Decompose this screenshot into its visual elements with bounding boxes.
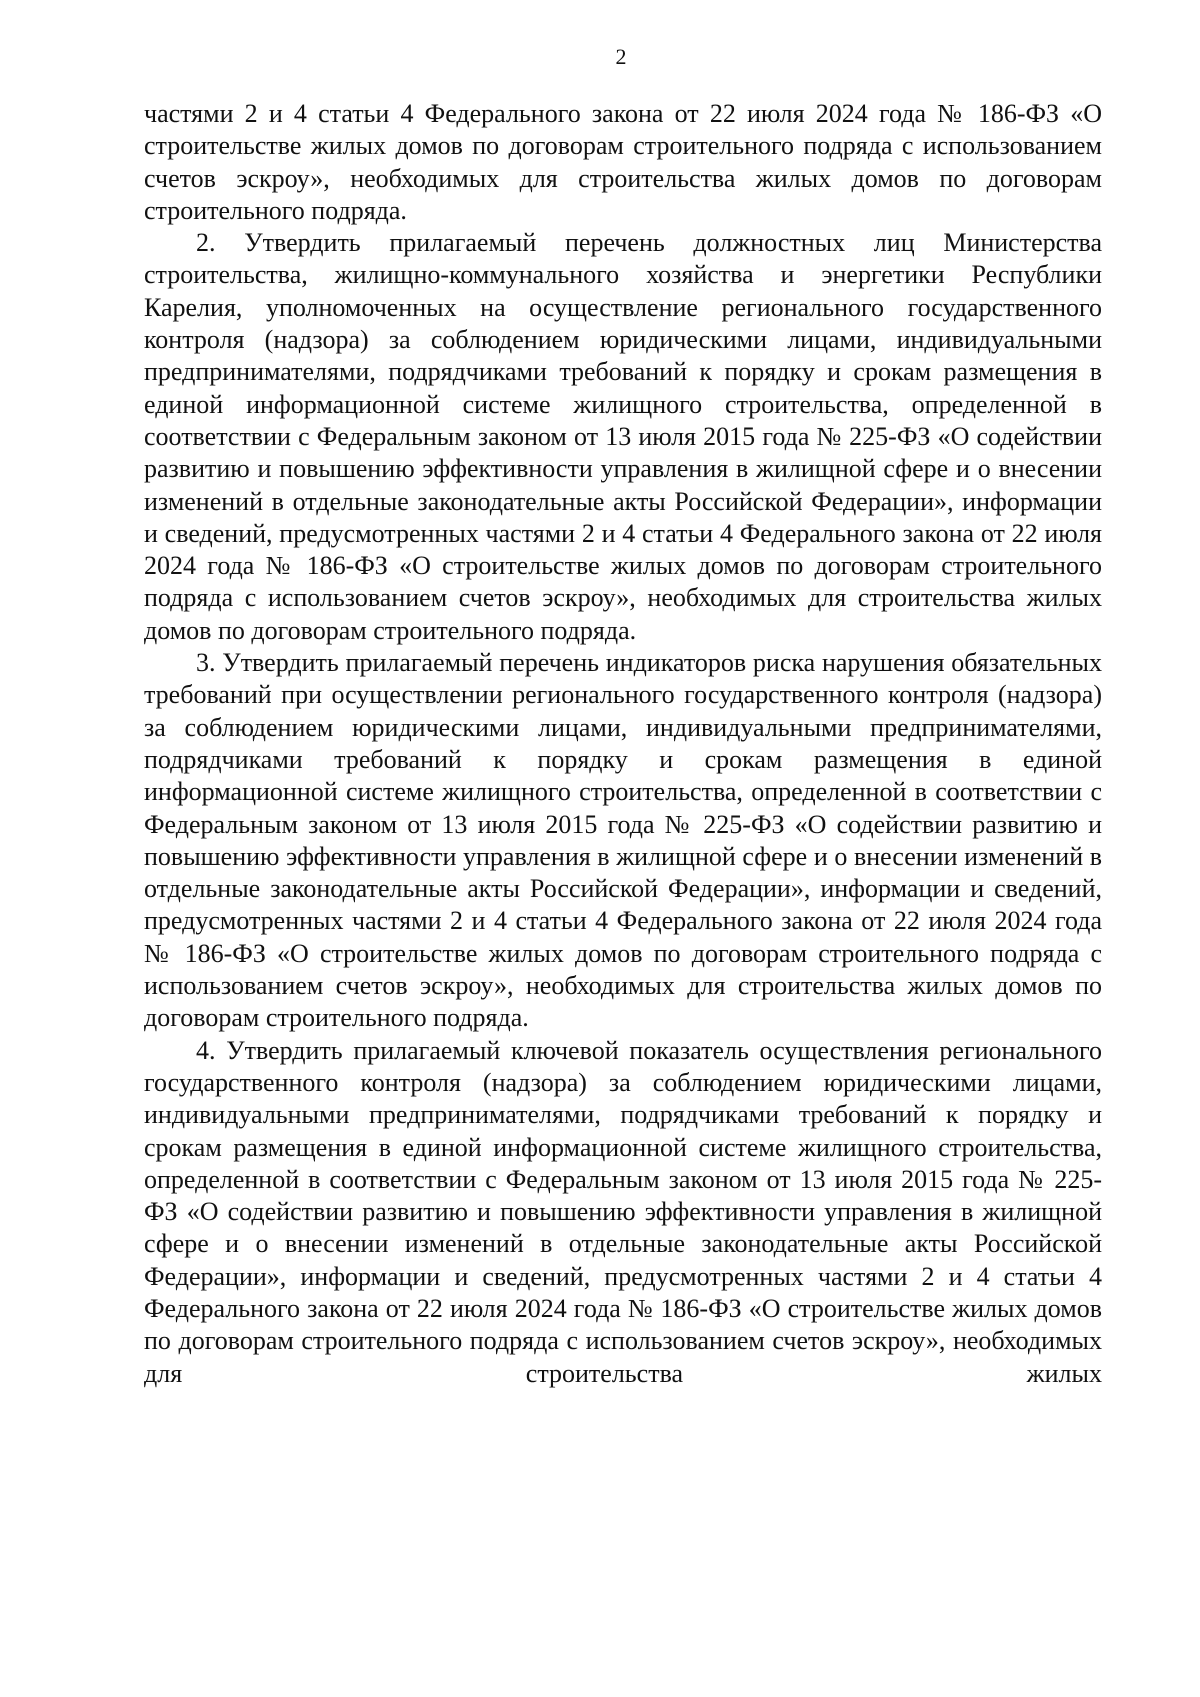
- document-body: [144, 98, 1102, 1390]
- page-number: 2: [615, 44, 627, 69]
- paragraph-continuation: частями 2 и 4 статьи 4 Федерального закона от 22 июля 2024 года № 186-ФЗ «О строительстве жилых домов по договорам строительного подряда с использованием счетов эскроу», необходимых для строительства жилых домов по договорам строительного подряда.: [144, 99, 1102, 225]
- paragraph-item-2: 2. Утвердить прилагаемый перечень должностных лиц Министерства строительства, жилищно-коммунального хозяйства и энергетики Республики Карелия, уполномоченных на осуществление регионального государственного контроля (надзора) за соблюдением юридическими лицами, индивидуальными предпринимателями, подрядчиками требований к порядку и срокам размещения в единой информационной системе жилищного строительства, определенной в соответствии с Федеральным законом от 13 июля 2015 года № 225-ФЗ «О содействии развитию и повышению эффективности управления в жилищной сфере и о внесении изменений в отдельные законодательные акты Российской Федерации», информации и сведений, предусмотренных частями 2 и 4 статьи 4 Федерального закона от 22 июля 2024 года № 186-ФЗ «О строительстве жилых домов по договорам строительного подряда с использованием счетов эскроу», необходимых для строительства жилых домов по договорам строительного подряда.: [144, 228, 1102, 645]
- paragraph-item-4: 4. Утвердить прилагаемый ключевой показатель осуществления регионального государственного контроля (надзора) за соблюдением юридическими лицами, индивидуальными предпринимателями, подрядчиками требований к порядку и срокам размещения в единой информационной системе жилищного строительства, определенной в соответствии с Федеральным законом от 13 июля 2015 года № 225-ФЗ «О содействии развитию и повышению эффективности управления в жилищной сфере и о внесении изменений в отдельные законодательные акты Российской Федерации», информации и сведений, предусмотренных частями 2 и 4 статьи 4 Федерального закона от 22 июля 2024 года № 186-ФЗ «О строительстве жилых домов по договорам строительного подряда с использованием счетов эскроу», необходимых для строительства жилых: [144, 1035, 1102, 1388]
- paragraph-item-3: 3. Утвердить прилагаемый перечень индикаторов риска нарушения обязательных требований при осуществлении регионального государственного контроля (надзора) за соблюдением юридическими лицами, индивидуальными предпринимателями, подрядчиками требований к порядку и срокам размещения в единой информационной системе жилищного строительства, определенной в соответствии с Федеральным законом от 13 июля 2015 года № 225-ФЗ «О содействии развитию и повышению эффективности управления в жилищной сфере и о внесении изменений в отдельные законодательные акты Российской Федерации», информации и сведений, предусмотренных частями 2 и 4 статьи 4 Федерального закона от 22 июля 2024 года № 186-ФЗ «О строительстве жилых домов по договорам строительного подряда с использованием счетов эскроу», необходимых для строительства жилых домов по договорам строительного подряда.: [144, 648, 1102, 1033]
